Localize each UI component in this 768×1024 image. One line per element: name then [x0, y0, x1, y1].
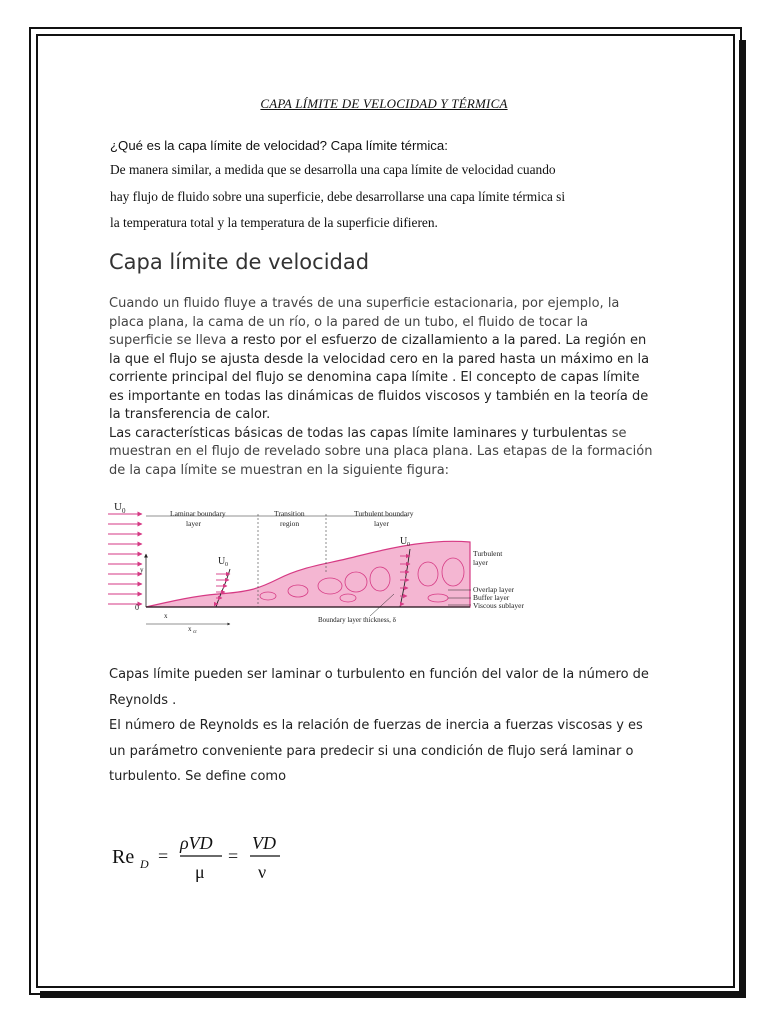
body-line: placa plana, la cama de un río, o la pared de un tubo, el fluido de tocar la	[109, 315, 589, 330]
body-line: El número de Reynolds es la relación de fuerzas de inercia a fuerzas viscosas y es	[109, 718, 643, 733]
buffer-label: Buffer layer	[473, 593, 510, 602]
page-shadow-bottom	[40, 991, 746, 998]
x-label: x	[164, 612, 168, 620]
formula-den2: ν	[258, 862, 267, 882]
formula-num1: ρVD	[180, 833, 213, 853]
boundary-layer-figure	[108, 494, 524, 635]
document-title: CAPA LÍMITE DE VELOCIDAD Y TÉRMICA	[260, 96, 508, 111]
laminar-label: Laminar boundary	[170, 509, 226, 518]
zero-label: 0	[135, 603, 139, 612]
xcr-label: x	[188, 625, 192, 633]
formula-den1: μ	[195, 862, 205, 882]
intro-line: la temperatura total y la temperatura de la superficie difieren.	[110, 215, 438, 230]
u0-mid-label: U	[218, 556, 226, 567]
turbulent-layer-label-2: layer	[473, 558, 488, 567]
formula-eq-1: =	[158, 846, 169, 866]
formula-sub: D	[140, 857, 149, 871]
body-line: corriente principal del flujo se denomina capa límite . El concepto de capas límite	[109, 370, 640, 385]
body-line: superficie se lleva a resto por el esfuerzo de cizallamiento a la pared. La región en	[109, 333, 647, 348]
body-line: Capas límite pueden ser laminar o turbulento en función del valor de la número de	[109, 667, 649, 682]
transition-label: Transition	[274, 509, 305, 518]
body-line: muestran en el flujo de revelado sobre una placa plana. Las etapas de la formación	[109, 444, 653, 459]
u0-left-sub: 0	[122, 507, 126, 515]
turbulent-label-2: layer	[374, 519, 389, 528]
body-line: de la capa límite se muestran en la siguiente figura:	[109, 463, 450, 478]
u0-left-label: U	[114, 501, 122, 513]
body-line: turbulento. Se define como	[109, 769, 287, 784]
intro-line: De manera similar, a medida que se desarrolla una capa límite de velocidad cuando	[110, 162, 556, 177]
xcr-sub: cr	[193, 630, 197, 635]
u0-right-sub: 0	[407, 542, 410, 548]
y-label: y	[140, 566, 144, 574]
u0-mid-sub: 0	[225, 562, 228, 568]
overlap-label: Overlap layer	[473, 585, 515, 594]
turbulent-label: Turbulent boundary	[354, 509, 414, 518]
freestream-arrows	[108, 514, 142, 604]
page-shadow-right	[739, 40, 746, 997]
intro-line: hay flujo de fluido sobre una superficie, debe desarrollarse una capa límite térmica si	[110, 189, 566, 204]
thickness-label: Boundary layer thickness, δ	[318, 616, 396, 624]
question-line: ¿Qué es la capa límite de velocidad? Capa límite térmica:	[110, 138, 448, 153]
laminar-label-2: layer	[186, 519, 201, 528]
formula-eq-2: =	[228, 846, 239, 866]
formula-re: Re	[112, 846, 135, 868]
body-line: la que el flujo se ajusta desde la velocidad cero en la pared hasta un máximo en la	[109, 352, 650, 367]
reynolds-formula	[110, 825, 290, 885]
formula-num2: VD	[252, 833, 276, 853]
body-line: Reynolds .	[109, 693, 177, 708]
boundary-layer-region	[146, 541, 470, 607]
viscous-label: Viscous sublayer	[473, 601, 524, 610]
turbulent-layer-label: Turbulent	[473, 549, 503, 558]
section-heading: Capa límite de velocidad	[109, 250, 370, 274]
body-line: Cuando un fluido fluye a través de una superficie estacionaria, por ejemplo, la	[109, 296, 620, 311]
u0-right-label: U	[400, 536, 408, 547]
transition-label-2: region	[280, 519, 300, 528]
body-line: es importante en todas las dinámicas de fluidos viscosos y también en la teoría de	[109, 389, 649, 404]
body-line: la transferencia de calor.	[109, 407, 271, 422]
body-line: un parámetro conveniente para predecir si una condición de flujo será laminar o	[109, 744, 634, 759]
body-line: Las características básicas de todas las capas límite laminares y turbulentas se	[109, 426, 627, 441]
